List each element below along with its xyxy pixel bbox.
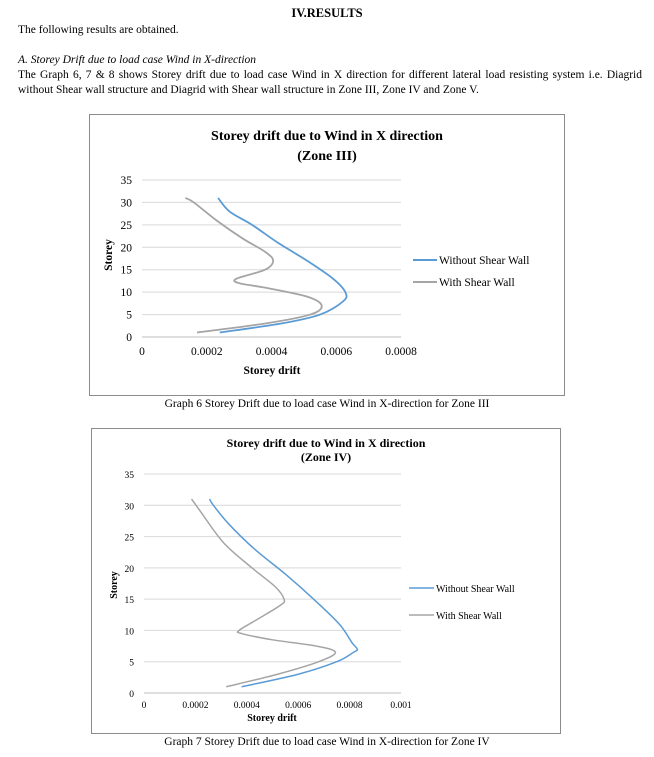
y-tick-label: 0	[126, 332, 132, 344]
x-tick-label: 0.0004	[255, 346, 288, 358]
y-tick-label: 35	[120, 175, 132, 187]
y-tick-label: 25	[124, 533, 134, 544]
y-axis-label: Storey	[103, 239, 115, 271]
caption-graph-6: Graph 6 Storey Drift due to load case Wind in X-direction for Zone III	[164, 398, 490, 410]
y-tick-label: 5	[129, 658, 134, 669]
intro-text: The following results are obtained.	[18, 24, 179, 36]
series-line-with-shear-wall	[192, 499, 336, 687]
series-line-without-shear-wall	[210, 499, 358, 687]
plot-area	[125, 471, 412, 711]
legend-label-with-shear-wall: With Shear Wall	[439, 277, 515, 289]
plot-area	[121, 175, 418, 358]
body-paragraph: The Graph 6, 7 & 8 shows Storey drift due to load case Wind in X direction for different lateral load resisting system i.e. Diagrid without Shear wall structure and Diagrid with Shear wall structure in Zone III, Zone IV and Zone V.	[18, 69, 642, 96]
y-tick-label: 30	[120, 197, 132, 210]
chart-zone-iv	[91, 428, 561, 734]
y-tick-label: 15	[120, 264, 132, 277]
chart-zone-iii	[89, 114, 565, 396]
chart-subtitle: (Zone IV)	[300, 450, 352, 464]
x-tick-label: 0.0008	[336, 701, 363, 711]
y-tick-label: 35	[124, 471, 134, 481]
x-tick-label: 0.0004	[233, 701, 260, 711]
chart-zone-iii-svg	[90, 115, 564, 395]
y-tick-label: 15	[124, 596, 134, 607]
legend-label-with-shear-wall: With Shear Wall	[436, 611, 502, 622]
x-tick-label: 0.0008	[385, 346, 417, 358]
series-line-with-shear-wall	[185, 198, 321, 333]
x-tick-label: 0.0002	[190, 346, 223, 358]
y-tick-label: 10	[124, 627, 134, 638]
section-heading: IV.RESULTS	[291, 6, 363, 20]
subsection-title: A. Storey Drift due to load case Wind in X-direction	[18, 54, 257, 66]
x-tick-label: 0.0006	[285, 701, 312, 711]
y-tick-label: 30	[124, 502, 134, 513]
series-line-without-shear-wall	[218, 198, 347, 333]
chart-title: Storey drift due to Wind in X direction	[226, 436, 426, 450]
x-tick-label: 0	[139, 346, 145, 358]
y-tick-label: 25	[120, 219, 132, 232]
x-tick-label: 0.0006	[320, 346, 353, 358]
chart-zone-iv-svg	[92, 429, 560, 733]
y-axis-label: Storey	[109, 571, 120, 599]
x-axis-label: Storey drift	[247, 713, 297, 724]
x-axis-label: Storey drift	[243, 365, 301, 377]
y-tick-label: 20	[124, 564, 134, 575]
x-tick-label: 0.001	[390, 701, 412, 711]
y-tick-label: 10	[120, 287, 132, 300]
caption-graph-7: Graph 7 Storey Drift due to load case Wind in X-direction for Zone IV	[164, 736, 490, 748]
legend-label-without-shear-wall: Without Shear Wall	[439, 255, 530, 267]
y-tick-label: 5	[126, 309, 132, 322]
legend-label-without-shear-wall: Without Shear Wall	[436, 584, 515, 595]
chart-title: Storey drift due to Wind in X direction	[211, 129, 443, 144]
chart-subtitle: (Zone III)	[297, 149, 357, 164]
x-tick-label: 0	[141, 701, 147, 711]
x-tick-label: 0.0002	[182, 701, 209, 711]
y-tick-label: 0	[129, 690, 134, 700]
y-tick-label: 20	[120, 242, 132, 255]
